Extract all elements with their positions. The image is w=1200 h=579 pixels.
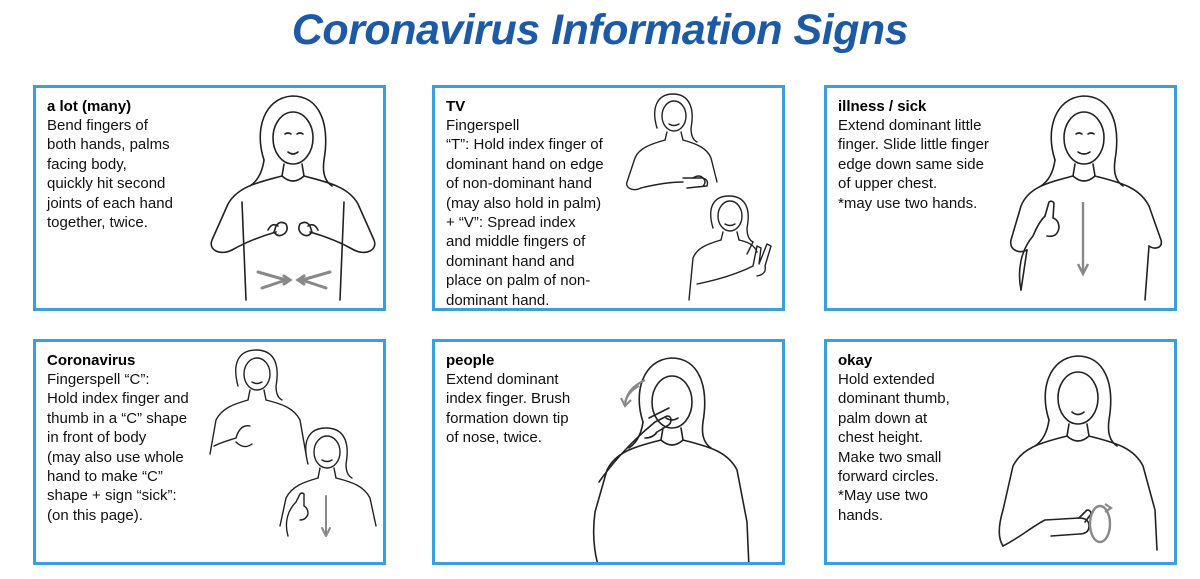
sign-heading: okay [838,352,873,369]
sign-description: Hold extended dominant thumb, palm down at chest height. Make two small forward circles. *May use two hands. [838,371,950,524]
sign-card-tv [432,85,785,311]
motion-arrow-icon [619,378,649,410]
sign-heading: people [446,352,495,369]
sign-description: Fingerspell “T”: Hold index finger of dominant hand on edge of non-dominant hand (may also hold in palm) + “V”: Spread index and middle fingers of dominant hand and place on palm of non- dominant hand. [446,117,604,309]
sign-description: Fingerspell “C”: Hold index finger and thumb in a “C” shape in front of body (may also use whole hand to make “C” shape + sign “sick”: (on this page). [47,371,189,524]
sign-heading: illness / sick [838,98,927,115]
sign-description: Extend dominant index finger. Brush formation down tip of nose, twice. [446,371,571,447]
signer-illustration-sick [278,426,378,562]
signer-illustration [206,90,381,308]
motion-arrows-icon [254,266,334,296]
page-title: Coronavirus Information Signs [291,6,909,54]
signer-illustration [989,350,1169,562]
signer-illustration-t [621,92,721,202]
sign-heading: a lot (many) [47,98,132,115]
sign-heading: TV [446,98,466,115]
sign-description: Extend dominant little finger. Slide little finger edge down same side of upper chest. *may use two hands. [838,117,989,212]
circle-motion-icon [1085,502,1115,546]
sign-card-illness-sick [824,85,1177,311]
sign-description: Bend fingers of both hands, palms facing body, quickly hit second joints of each hand together, twice. [47,117,173,232]
sign-card-people [432,339,785,565]
sign-card-okay [824,339,1177,565]
signer-illustration-v [687,194,782,304]
signer-illustration [1005,90,1165,308]
down-arrow-icon [1075,200,1091,280]
signer-illustration [563,352,763,565]
sign-card-coronavirus [33,339,386,565]
sign-heading: Coronavirus [47,352,136,369]
sign-card-a-lot [33,85,386,311]
